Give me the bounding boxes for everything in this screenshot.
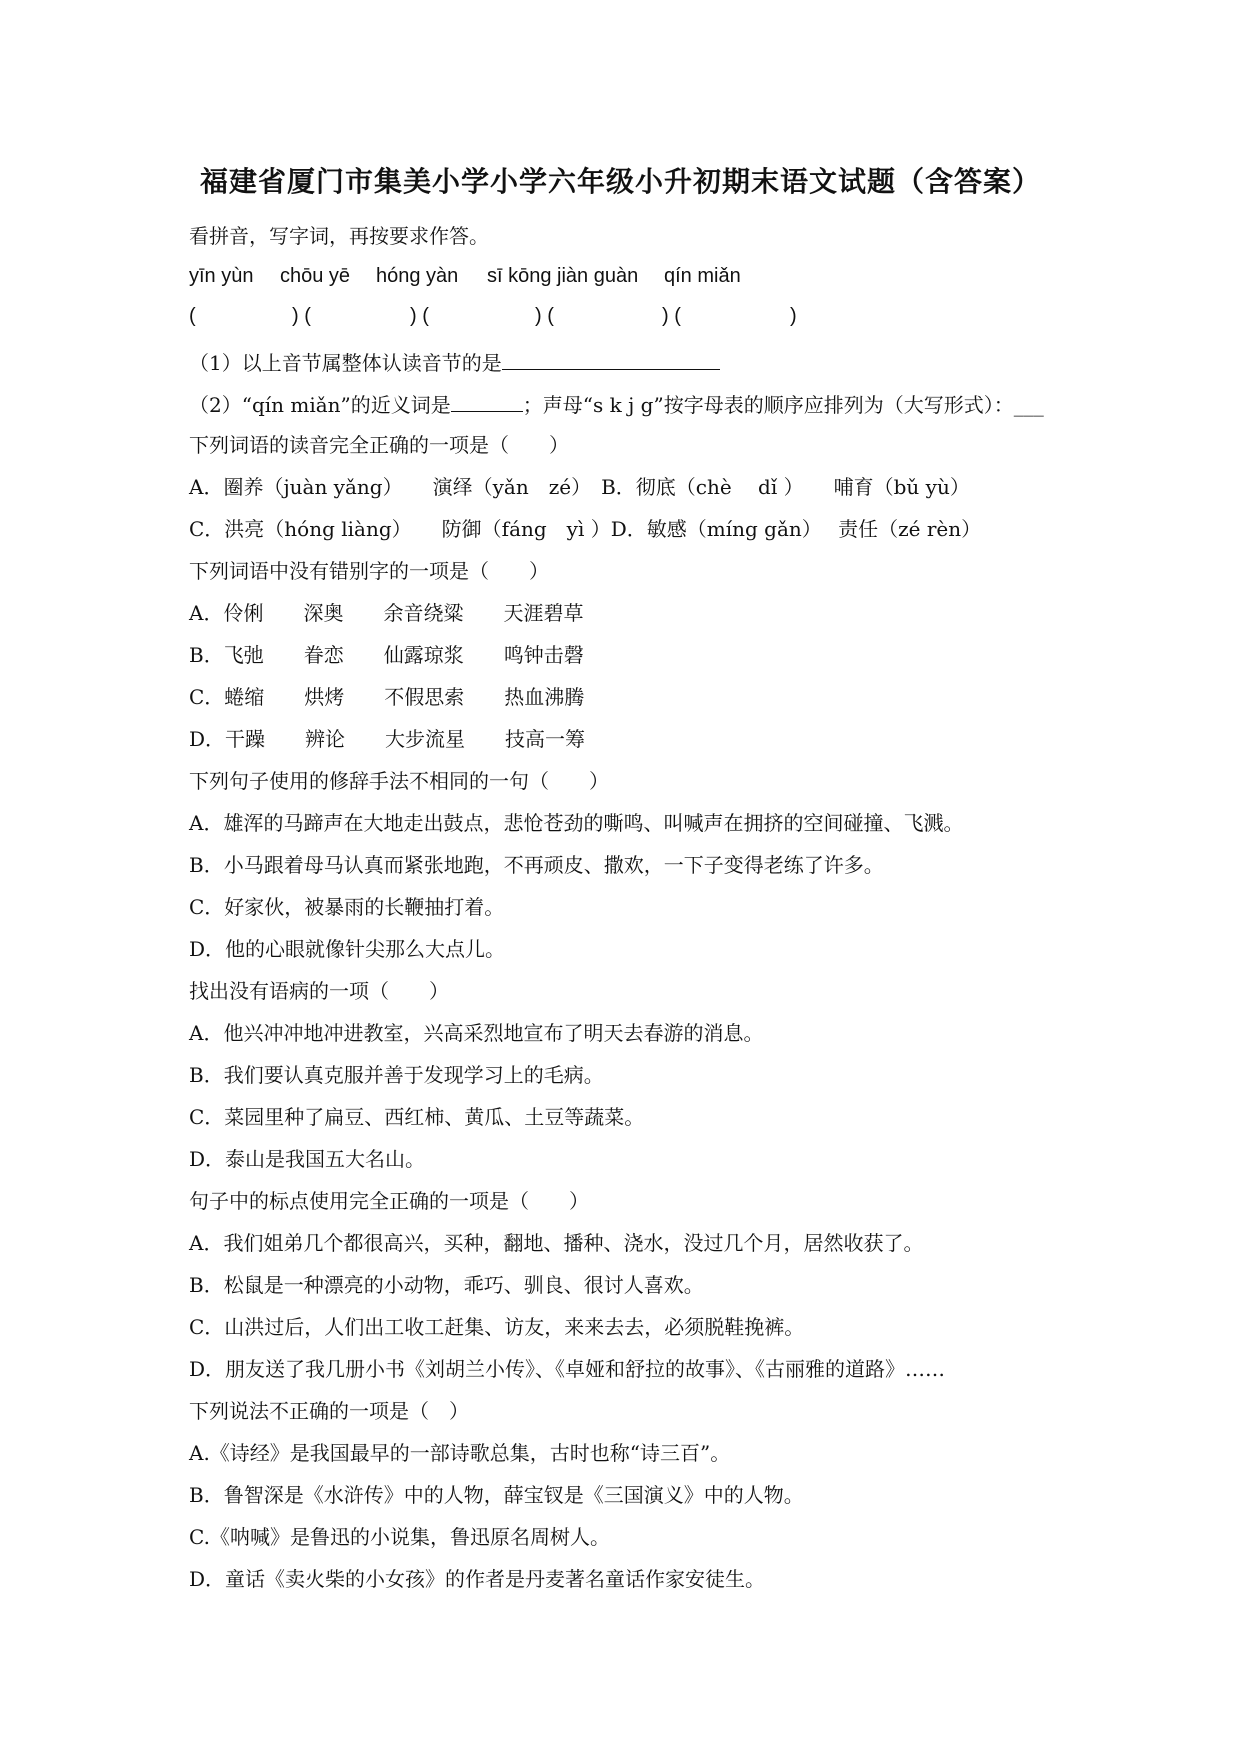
q7-option-c: C.《呐喊》是鲁迅的小说集，鲁迅原名周树人。 [189, 1525, 610, 1549]
q1-pinyin-4: sī kōng jiàn guàn [487, 265, 639, 287]
q7-option-d: D．童话《卖火柴的小女孩》的作者是丹麦著名童话作家安徒生。 [189, 1567, 766, 1591]
q3-option-c: C．蜷缩 烘烤 不假思索 热血沸腾 [189, 685, 585, 709]
q4-stem: 下列句子使用的修辞手法不相同的一句（ ） [189, 769, 609, 793]
q6-option-b: B．松鼠是一种漂亮的小动物，乖巧、驯良、很讨人喜欢。 [189, 1273, 704, 1297]
q3-option-b: B．飞弛 眷恋 仙露琼浆 鸣钟击磬 [189, 643, 584, 667]
q4-option-d: D．他的心眼就像针尖那么大点儿。 [189, 937, 506, 961]
answer-blank-paren: ) ( [292, 305, 311, 327]
answer-underline [502, 347, 720, 370]
q5-option-d: D．泰山是我国五大名山。 [189, 1147, 426, 1171]
q1-instruction: 看拼音，写字词，再按要求作答。 [189, 224, 489, 248]
q5-option-b: B．我们要认真克服并善于发现学习上的毛病。 [189, 1063, 604, 1087]
q3-option-a: A．伶俐 深奥 余音绕粱 天涯碧草 [189, 601, 584, 625]
q1-pinyin-1: yīn yùn [189, 265, 254, 287]
q1-sub2-text-b: ；声母“s k j g”按字母表的顺序应排列为（大写形式）： [522, 393, 1014, 417]
q5-option-c: C．菜园里种了扁豆、西红柿、黄瓜、土豆等蔬菜。 [189, 1105, 645, 1129]
q1-pinyin-2: chōu yē [280, 265, 351, 287]
q1-pinyin-3: hóng yàn [376, 265, 459, 287]
answer-blank-paren: ( [189, 305, 196, 327]
q1-sub2-text-c: ___ [1013, 393, 1044, 417]
q1-sub2-text-a: （2）“qín miǎn”的近义词是 [189, 393, 451, 417]
q7-stem: 下列说法不正确的一项是（ ） [189, 1399, 469, 1423]
q2-stem: 下列词语的读音完全正确的一项是（ ） [189, 433, 569, 457]
q6-option-a: A．我们姐弟几个都很高兴，买种，翻地、播种、浇水，没过几个月，居然收获了。 [189, 1231, 924, 1255]
answer-blank-paren: ) [790, 305, 797, 327]
q1-sub1-text: （1）以上音节属整体认读音节的是 [189, 351, 502, 375]
q7-option-a: A.《诗经》是我国最早的一部诗歌总集，古时也称“诗三百”。 [189, 1441, 731, 1465]
answer-blank-paren: ) ( [410, 305, 429, 327]
q1-sub1 [189, 347, 720, 377]
answer-underline [451, 389, 523, 412]
q6-option-c: C．山洪过后，人们出工收工赶集、访友，来来去去，必须脱鞋挽裤。 [189, 1315, 805, 1339]
q2-option-line-1: A．圈养（juàn yǎng） 演绎（yǎn zé） B．彻底（chè dǐ ） 哺育（bǔ yù） [189, 475, 970, 499]
q1-pinyin-5: qín miǎn [664, 265, 741, 287]
q3-stem: 下列词语中没有错别字的一项是（ ） [189, 559, 549, 583]
q1-sub2 [189, 389, 1044, 419]
q5-stem: 找出没有语病的一项（ ） [189, 979, 449, 1003]
q2-option-line-2: C．洪亮（hóng liàng） 防御（fáng yì ）D．敏感（míng gǎn） 责任（zé rèn） [189, 517, 982, 541]
q5-option-a: A．他兴冲冲地冲进教室，兴高采烈地宣布了明天去春游的消息。 [189, 1021, 764, 1045]
answer-blank-paren: ) ( [535, 305, 554, 327]
q3-option-d: D．干躁 辨论 大步流星 技高一筹 [189, 727, 586, 751]
q6-stem: 句子中的标点使用完全正确的一项是（ ） [189, 1189, 589, 1213]
q7-option-b: B．鲁智深是《水浒传》中的人物，薛宝钗是《三国演义》中的人物。 [189, 1483, 804, 1507]
page-title: 福建省厦门市集美小学小学六年级小升初期末语文试题（含答案） [199, 165, 1041, 198]
q4-option-c: C．好家伙，被暴雨的长鞭抽打着。 [189, 895, 505, 919]
answer-blank-paren: ) ( [662, 305, 681, 327]
q6-option-d: D．朋友送了我几册小书《刘胡兰小传》、《卓娅和舒拉的故事》、《古丽雅的道路》…… [189, 1357, 946, 1381]
q4-option-b: B．小马跟着母马认真而紧张地跑，不再顽皮、撒欢，一下子变得老练了许多。 [189, 853, 884, 877]
q4-option-a: A．雄浑的马蹄声在大地走出鼓点，悲怆苍劲的嘶鸣、叫喊声在拥挤的空间碰撞、飞溅。 [189, 811, 964, 835]
